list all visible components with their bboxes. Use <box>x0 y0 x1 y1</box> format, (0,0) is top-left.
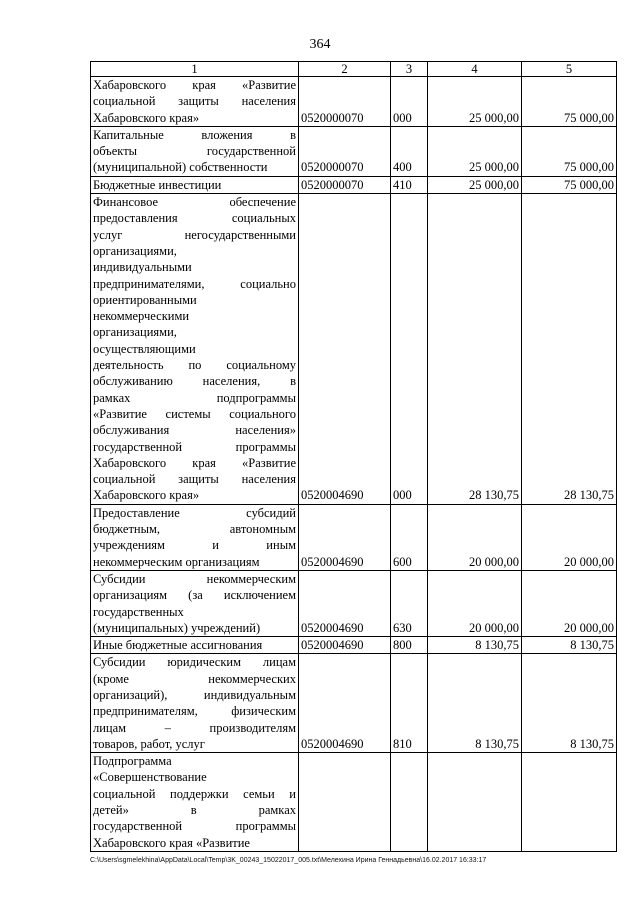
description-line: Бюджетные инвестиции <box>93 177 222 192</box>
description-line: Иные бюджетные ассигнования <box>93 638 263 653</box>
description-line: лицам – производителям <box>93 720 296 735</box>
description-line: предпринимателям, физическим <box>93 704 296 719</box>
description-line: Хабаровского края «Развитие <box>93 455 296 470</box>
row-expense-type <box>391 753 428 852</box>
row-expense-type: 000 <box>391 77 428 127</box>
header-cell-5: 5 <box>522 62 617 77</box>
header-cell-2: 2 <box>299 62 391 77</box>
row-amount-col4 <box>428 753 522 852</box>
description-line: организациями, <box>93 243 177 258</box>
description-line: предоставления социальных <box>93 211 296 226</box>
row-amount-col4: 8 130,75 <box>428 637 522 654</box>
header-cell-3: 3 <box>391 62 428 77</box>
row-expense-type: 400 <box>391 126 428 176</box>
row-target-code: 0520004690 <box>299 637 391 654</box>
row-amount-col5: 20 000,00 <box>522 504 617 570</box>
description-line: детей» в рамках <box>93 803 296 818</box>
row-expense-type: 600 <box>391 504 428 570</box>
description-line: Хабаровского края «Развитие <box>93 78 296 92</box>
header-cell-4: 4 <box>428 62 522 77</box>
description-line: учреждениям и иным <box>93 538 296 553</box>
description-line: Подпрограмма <box>93 754 172 769</box>
row-expense-type: 410 <box>391 176 428 193</box>
row-expense-type: 800 <box>391 637 428 654</box>
budget-table <box>90 61 617 852</box>
row-description <box>91 654 299 753</box>
footer-file-path: C:\Users\sgmelekhina\AppData\Local\Temp\3K_00243_15022017_005.txt\Мелехина Ирина Геннадьевна\16.02.2017 16:33:17 <box>90 857 487 864</box>
description-line: Субсидии некоммерческим <box>93 571 296 586</box>
table-row <box>91 194 617 505</box>
row-amount-col4: 28 130,75 <box>428 194 522 505</box>
row-target-code <box>299 753 391 852</box>
description-line: государственных <box>93 604 184 619</box>
description-line: услуг негосударственными <box>93 227 296 242</box>
row-amount-col4: 25 000,00 <box>428 77 522 127</box>
description-line: социальной защиты населения <box>93 94 296 109</box>
description-line: товаров, работ, услуг <box>93 736 205 751</box>
row-description <box>91 753 299 852</box>
description-line: организаций), индивидуальным <box>93 687 296 702</box>
description-line: социальной защиты населения <box>93 472 296 487</box>
row-description <box>91 77 299 127</box>
row-description <box>91 504 299 570</box>
description-line: государственной программы <box>93 819 296 834</box>
description-line: Финансовое обеспечение <box>93 195 296 210</box>
row-amount-col5: 8 130,75 <box>522 654 617 753</box>
row-target-code: 0520000070 <box>299 176 391 193</box>
table-row <box>91 77 617 127</box>
row-amount-col5 <box>522 753 617 852</box>
table-row <box>91 176 617 193</box>
description-line: предпринимателями, социально <box>93 276 296 291</box>
description-line: государственной программы <box>93 439 296 454</box>
row-target-code: 0520004690 <box>299 654 391 753</box>
row-expense-type: 810 <box>391 654 428 753</box>
table-row <box>91 637 617 654</box>
description-line: рамках подпрограммы <box>93 390 296 405</box>
row-amount-col4: 20 000,00 <box>428 504 522 570</box>
description-line: осуществляющими <box>93 341 196 356</box>
table-row <box>91 126 617 176</box>
description-line: организациям (за исключением <box>93 588 296 603</box>
description-line: Хабаровского края» <box>93 488 200 503</box>
page-number: 364 <box>309 37 331 52</box>
row-description <box>91 176 299 193</box>
table-row <box>91 753 617 852</box>
row-target-code: 0520000070 <box>299 126 391 176</box>
row-target-code: 0520004690 <box>299 570 391 636</box>
description-line: Капитальные вложения в <box>93 127 296 142</box>
row-description <box>91 126 299 176</box>
row-amount-col4: 25 000,00 <box>428 126 522 176</box>
row-expense-type: 000 <box>391 194 428 505</box>
description-line: «Развитие системы социального <box>93 406 296 421</box>
row-amount-col5: 75 000,00 <box>522 126 617 176</box>
description-line: некоммерческим организациям <box>93 554 260 569</box>
row-amount-col5: 75 000,00 <box>522 176 617 193</box>
description-line: индивидуальными <box>93 260 192 275</box>
row-amount-col5: 8 130,75 <box>522 637 617 654</box>
description-line: обслуживания населения» <box>93 423 296 438</box>
description-line: (муниципальной) собственности <box>93 160 268 175</box>
row-description <box>91 570 299 636</box>
description-line: обслуживанию населения, в <box>93 374 296 389</box>
row-amount-col4: 20 000,00 <box>428 570 522 636</box>
description-line: деятельность по социальному <box>93 358 296 373</box>
row-description <box>91 194 299 505</box>
row-description <box>91 637 299 654</box>
row-amount-col4: 25 000,00 <box>428 176 522 193</box>
row-target-code: 0520004690 <box>299 194 391 505</box>
description-line: Предоставление субсидий <box>93 505 296 520</box>
row-amount-col5: 20 000,00 <box>522 570 617 636</box>
description-line: ориентированными <box>93 292 197 307</box>
description-line: Субсидии юридическим лицам <box>93 655 296 670</box>
description-line: объекты государственной <box>93 144 296 159</box>
description-line: некоммерческими <box>93 309 190 324</box>
description-line: социальной поддержки семьи и <box>93 786 296 801</box>
description-line: (кроме некоммерческих <box>93 671 296 686</box>
row-amount-col4: 8 130,75 <box>428 654 522 753</box>
description-line: «Совершенствование <box>93 770 207 785</box>
row-target-code: 0520004690 <box>299 504 391 570</box>
description-line: Хабаровского края «Развитие <box>93 835 250 850</box>
table-row <box>91 570 617 636</box>
row-target-code: 0520000070 <box>299 77 391 127</box>
row-amount-col5: 28 130,75 <box>522 194 617 505</box>
description-line: бюджетным, автономным <box>93 522 296 537</box>
header-cell-1: 1 <box>91 62 299 77</box>
table-row <box>91 504 617 570</box>
table-row <box>91 654 617 753</box>
row-amount-col5: 75 000,00 <box>522 77 617 127</box>
description-line: Хабаровского края» <box>93 110 200 125</box>
table-header-row <box>91 62 617 77</box>
description-line: (муниципальных) учреждений) <box>93 620 261 635</box>
description-line: организациями, <box>93 325 177 340</box>
row-expense-type: 630 <box>391 570 428 636</box>
